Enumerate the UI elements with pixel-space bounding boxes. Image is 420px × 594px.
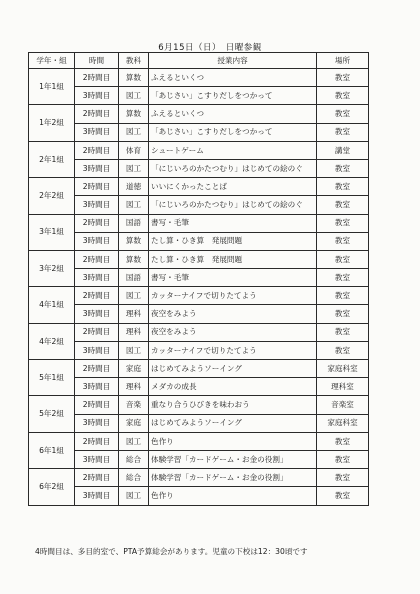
subject-cell: 図工 bbox=[119, 159, 149, 177]
place-cell: 教室 bbox=[317, 469, 369, 487]
table-row bbox=[29, 196, 369, 214]
place-cell: 教室 bbox=[317, 123, 369, 141]
schedule-body bbox=[29, 69, 369, 506]
place-cell: 教室 bbox=[317, 159, 369, 177]
table-row bbox=[29, 341, 369, 359]
place-cell: 教室 bbox=[317, 487, 369, 505]
place-cell: 教室 bbox=[317, 323, 369, 341]
content-cell: たし算・ひき算 発展問題 bbox=[149, 250, 317, 268]
table-row bbox=[29, 141, 369, 159]
header-content: 授業内容 bbox=[149, 53, 317, 69]
table-row bbox=[29, 487, 369, 505]
content-cell: 「あじさい」こすりだしをつかって bbox=[149, 123, 317, 141]
content-cell: 体験学習「カードゲーム・お金の役割」 bbox=[149, 450, 317, 468]
content-cell: はじめてみようソーイング bbox=[149, 360, 317, 378]
period-cell: 2時間目 bbox=[75, 396, 119, 414]
table-header-row bbox=[29, 53, 369, 69]
content-cell: 「にじいろのかたつむり」はじめての絵のぐ bbox=[149, 159, 317, 177]
table-row bbox=[29, 250, 369, 268]
class-name-cell: 5年2組 bbox=[29, 396, 75, 432]
subject-cell: 図工 bbox=[119, 487, 149, 505]
place-cell: 教室 bbox=[317, 105, 369, 123]
class-name-cell: 5年1組 bbox=[29, 360, 75, 396]
footer-note: 4時間目は、多目的室で、PTA予算総会があります。児童の下校は12：30頃です bbox=[35, 547, 308, 556]
place-cell: 教室 bbox=[317, 250, 369, 268]
period-cell: 2時間目 bbox=[75, 469, 119, 487]
subject-cell: 総合 bbox=[119, 469, 149, 487]
place-cell: 教室 bbox=[317, 287, 369, 305]
table-row bbox=[29, 378, 369, 396]
subject-cell: 図工 bbox=[119, 123, 149, 141]
period-cell: 3時間目 bbox=[75, 159, 119, 177]
table-row bbox=[29, 269, 369, 287]
subject-cell: 国語 bbox=[119, 214, 149, 232]
header-period: 時間 bbox=[75, 53, 119, 69]
period-cell: 3時間目 bbox=[75, 341, 119, 359]
table-row bbox=[29, 105, 369, 123]
class-name-cell: 6年2組 bbox=[29, 469, 75, 505]
subject-cell: 算数 bbox=[119, 69, 149, 87]
period-cell: 2時間目 bbox=[75, 105, 119, 123]
table-row bbox=[29, 450, 369, 468]
class-name-cell: 1年1組 bbox=[29, 69, 75, 105]
table-row bbox=[29, 469, 369, 487]
content-cell: 体験学習「カードゲーム・お金の役割」 bbox=[149, 469, 317, 487]
subject-cell: 音楽 bbox=[119, 396, 149, 414]
content-cell: たし算・ひき算 発展問題 bbox=[149, 232, 317, 250]
period-cell: 3時間目 bbox=[75, 450, 119, 468]
content-cell: ふえるといくつ bbox=[149, 69, 317, 87]
period-cell: 3時間目 bbox=[75, 305, 119, 323]
page-title: 6月15日（日） 日曜参観 bbox=[158, 43, 262, 53]
place-cell: 教室 bbox=[317, 178, 369, 196]
table-row bbox=[29, 305, 369, 323]
content-cell: 「あじさい」こすりだしをつかって bbox=[149, 87, 317, 105]
table-row bbox=[29, 360, 369, 378]
class-name-cell: 3年1組 bbox=[29, 214, 75, 250]
schedule-table bbox=[28, 52, 369, 506]
period-cell: 2時間目 bbox=[75, 250, 119, 268]
period-cell: 2時間目 bbox=[75, 141, 119, 159]
subject-cell: 理科 bbox=[119, 378, 149, 396]
content-cell: いいにくかったことば bbox=[149, 178, 317, 196]
subject-cell: 図工 bbox=[119, 341, 149, 359]
content-cell: 夜空をみよう bbox=[149, 305, 317, 323]
table-row bbox=[29, 323, 369, 341]
class-name-cell: 4年1組 bbox=[29, 287, 75, 323]
period-cell: 2時間目 bbox=[75, 178, 119, 196]
content-cell: はじめてみようソーイング bbox=[149, 414, 317, 432]
subject-cell: 体育 bbox=[119, 141, 149, 159]
class-name-cell: 2年2組 bbox=[29, 178, 75, 214]
content-cell: ふえるといくつ bbox=[149, 105, 317, 123]
table-row bbox=[29, 396, 369, 414]
place-cell: 教室 bbox=[317, 432, 369, 450]
subject-cell: 道徳 bbox=[119, 178, 149, 196]
place-cell: 教室 bbox=[317, 87, 369, 105]
subject-cell: 算数 bbox=[119, 232, 149, 250]
subject-cell: 図工 bbox=[119, 87, 149, 105]
period-cell: 3時間目 bbox=[75, 87, 119, 105]
place-cell: 教室 bbox=[317, 232, 369, 250]
subject-cell: 算数 bbox=[119, 105, 149, 123]
content-cell: シュートゲーム bbox=[149, 141, 317, 159]
header-place: 場所 bbox=[317, 53, 369, 69]
period-cell: 2時間目 bbox=[75, 69, 119, 87]
place-cell: 教室 bbox=[317, 214, 369, 232]
period-cell: 3時間目 bbox=[75, 196, 119, 214]
subject-cell: 家庭 bbox=[119, 414, 149, 432]
header-subject: 教科 bbox=[119, 53, 149, 69]
subject-cell: 図工 bbox=[119, 432, 149, 450]
place-cell: 教室 bbox=[317, 269, 369, 287]
place-cell: 家庭科室 bbox=[317, 360, 369, 378]
class-name-cell: 3年2組 bbox=[29, 250, 75, 286]
content-cell: 色作り bbox=[149, 432, 317, 450]
table-row bbox=[29, 414, 369, 432]
table-row bbox=[29, 178, 369, 196]
period-cell: 2時間目 bbox=[75, 287, 119, 305]
header-class: 学年・組 bbox=[29, 53, 75, 69]
class-name-cell: 2年1組 bbox=[29, 141, 75, 177]
subject-cell: 理科 bbox=[119, 323, 149, 341]
place-cell: 講堂 bbox=[317, 141, 369, 159]
period-cell: 2時間目 bbox=[75, 360, 119, 378]
subject-cell: 算数 bbox=[119, 250, 149, 268]
class-name-cell: 4年2組 bbox=[29, 323, 75, 359]
table-row bbox=[29, 123, 369, 141]
period-cell: 3時間目 bbox=[75, 269, 119, 287]
class-name-cell: 1年2組 bbox=[29, 105, 75, 141]
content-cell: メダカの成長 bbox=[149, 378, 317, 396]
table-row bbox=[29, 232, 369, 250]
place-cell: 理科室 bbox=[317, 378, 369, 396]
content-cell: 「にじいろのかたつむり」はじめての絵のぐ bbox=[149, 196, 317, 214]
place-cell: 教室 bbox=[317, 305, 369, 323]
period-cell: 2時間目 bbox=[75, 432, 119, 450]
table-row bbox=[29, 432, 369, 450]
period-cell: 2時間目 bbox=[75, 214, 119, 232]
content-cell: 色作り bbox=[149, 487, 317, 505]
period-cell: 3時間目 bbox=[75, 487, 119, 505]
place-cell: 教室 bbox=[317, 341, 369, 359]
content-cell: 夜空をみよう bbox=[149, 323, 317, 341]
place-cell: 家庭科室 bbox=[317, 414, 369, 432]
subject-cell: 家庭 bbox=[119, 360, 149, 378]
table-row bbox=[29, 87, 369, 105]
period-cell: 3時間目 bbox=[75, 378, 119, 396]
place-cell: 音楽室 bbox=[317, 396, 369, 414]
content-cell: カッターナイフで切りたてよう bbox=[149, 341, 317, 359]
period-cell: 3時間目 bbox=[75, 414, 119, 432]
place-cell: 教室 bbox=[317, 196, 369, 214]
content-cell: 書写・毛筆 bbox=[149, 214, 317, 232]
subject-cell: 総合 bbox=[119, 450, 149, 468]
table-row bbox=[29, 159, 369, 177]
period-cell: 2時間目 bbox=[75, 323, 119, 341]
table-row bbox=[29, 287, 369, 305]
period-cell: 3時間目 bbox=[75, 123, 119, 141]
content-cell: 重なり合うひびきを味わおう bbox=[149, 396, 317, 414]
content-cell: カッターナイフで切りたてよう bbox=[149, 287, 317, 305]
content-cell: 書写・毛筆 bbox=[149, 269, 317, 287]
place-cell: 教室 bbox=[317, 450, 369, 468]
class-name-cell: 6年1組 bbox=[29, 432, 75, 468]
period-cell: 3時間目 bbox=[75, 232, 119, 250]
subject-cell: 理科 bbox=[119, 305, 149, 323]
table-row bbox=[29, 69, 369, 87]
subject-cell: 国語 bbox=[119, 269, 149, 287]
table-row bbox=[29, 214, 369, 232]
subject-cell: 図工 bbox=[119, 196, 149, 214]
place-cell: 教室 bbox=[317, 69, 369, 87]
subject-cell: 図工 bbox=[119, 287, 149, 305]
